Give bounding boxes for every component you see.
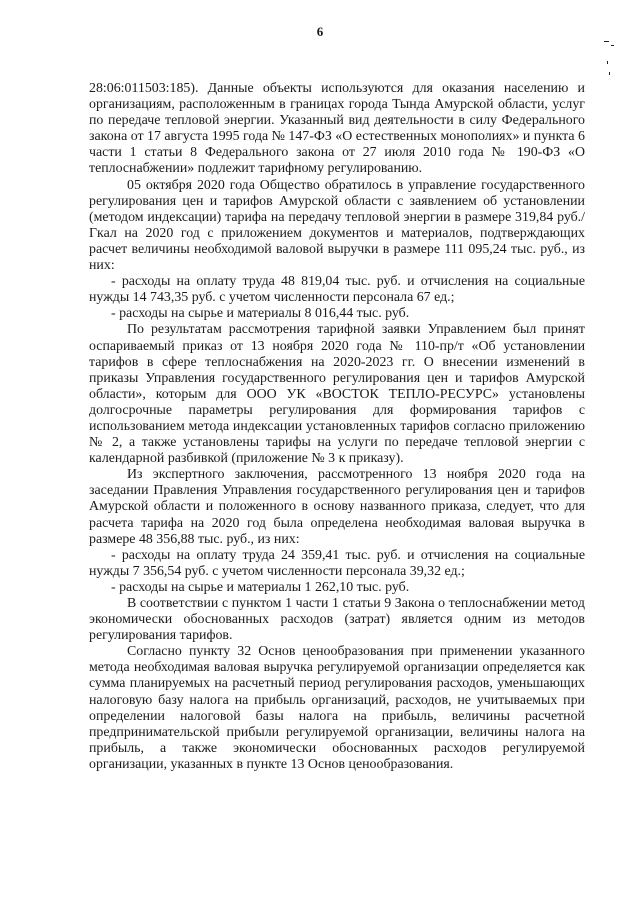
paragraph-6: Из экспертного заключения, рассмотренного 13 ноября 2020 года на заседании Правления Управления государственного регулирования цен и тарифов Амурской области и положенного в основу названного приказа, следует, что для расчета тарифа на 2020 год была определена необходимая валовая выручка в размере 48 356,88 тыс. руб., из них: — [89, 467, 585, 547]
paragraph-2: 05 октября 2020 года Общество обратилось в управление государственного регулирования цен и тарифов Амурской области с заявлением об установлении (методом индексации) тарифа на передачу тепловой энергии в размере 319,84 руб./Гкал на 2020 год с приложением документов и материалов, подтверждающих расчет величины необходимой валовой выручки в размере 111 095,24 тыс. руб., из них: — [89, 177, 585, 274]
scan-mark — [607, 61, 608, 64]
list-item: - расходы на оплату труда 24 359,41 тыс. руб. и отчисления на социальные нужды 7 356,54 руб. с учетом численности персонала 39,32 ед.; — [89, 547, 585, 579]
scan-mark — [609, 72, 610, 75]
scan-mark — [611, 45, 614, 46]
paragraph-5: По результатам рассмотрения тарифной заявки Управлением был принят оспариваемый приказ от 13 ноября 2020 года № 110-пр/т «Об установлении тарифов в сфере теплоснабжения на 2020-2023 гг. О внесении изменений в приказы Управления государственного регулирования цен и тарифов Амурской области», которым для ООО УК «ВОСТОК ТЕПЛО-РЕСУРС» установлены долгосрочные параметры регулирования для формирования тарифов с использованием метода индексации установленных тарифов согласно приложению № 2, а также установлены тарифы на услуги по передаче тепловой энергии с календарной разбивкой (приложение № 3 к приказу). — [89, 322, 585, 467]
paragraph-9: В соответствии с пунктом 1 части 1 статьи 9 Закона о теплоснабжении метод экономически обоснованных расходов (затрат) является одним из методов регулирования тарифов. — [89, 596, 585, 644]
list-item: - расходы на сырье и материалы 8 016,44 тыс. руб. — [111, 306, 410, 322]
paragraph-1: 28:06:011503:185). Данные объекты используются для оказания населению и организациям, расположенным в границах города Тында Амурской области, услуг по передаче тепловой энергии. Указанный вид деятельности в силу Федерального закона от 17 августа 1995 года № 147-ФЗ «О естественных монополиях» и пункта 6 части 1 статьи 8 Федерального закона от 27 июля 2010 года № 190-ФЗ «О теплоснабжении» подлежит тарифному регулированию. — [89, 81, 585, 177]
document-body — [89, 81, 585, 773]
list-item: - расходы на сырье и материалы 1 262,10 тыс. руб. — [111, 579, 410, 595]
list-item: - расходы на оплату труда 48 819,04 тыс. руб. и отчисления на социальные нужды 14 743,35 руб. с учетом численности персонала 67 ед.; — [89, 274, 585, 306]
page-number: 6 — [316, 24, 324, 39]
paragraph-10: Согласно пункту 32 Основ ценообразования при применении указанного метода необходимая валовая выручка регулируемой организации определяется как сумма планируемых на расчетный период регулирования расходов, уменьшающих налоговую базу налога на прибыль организаций, расходов, не учитываемых при определении налоговой базы налога на прибыль, величины расчетной предпринимательской прибыли регулируемой организации, величины налога на прибыль, а также экономически обоснованных расходов регулируемой организации, указанных в пункте 13 Основ ценообразования. — [89, 644, 585, 772]
scan-mark — [604, 41, 609, 42]
